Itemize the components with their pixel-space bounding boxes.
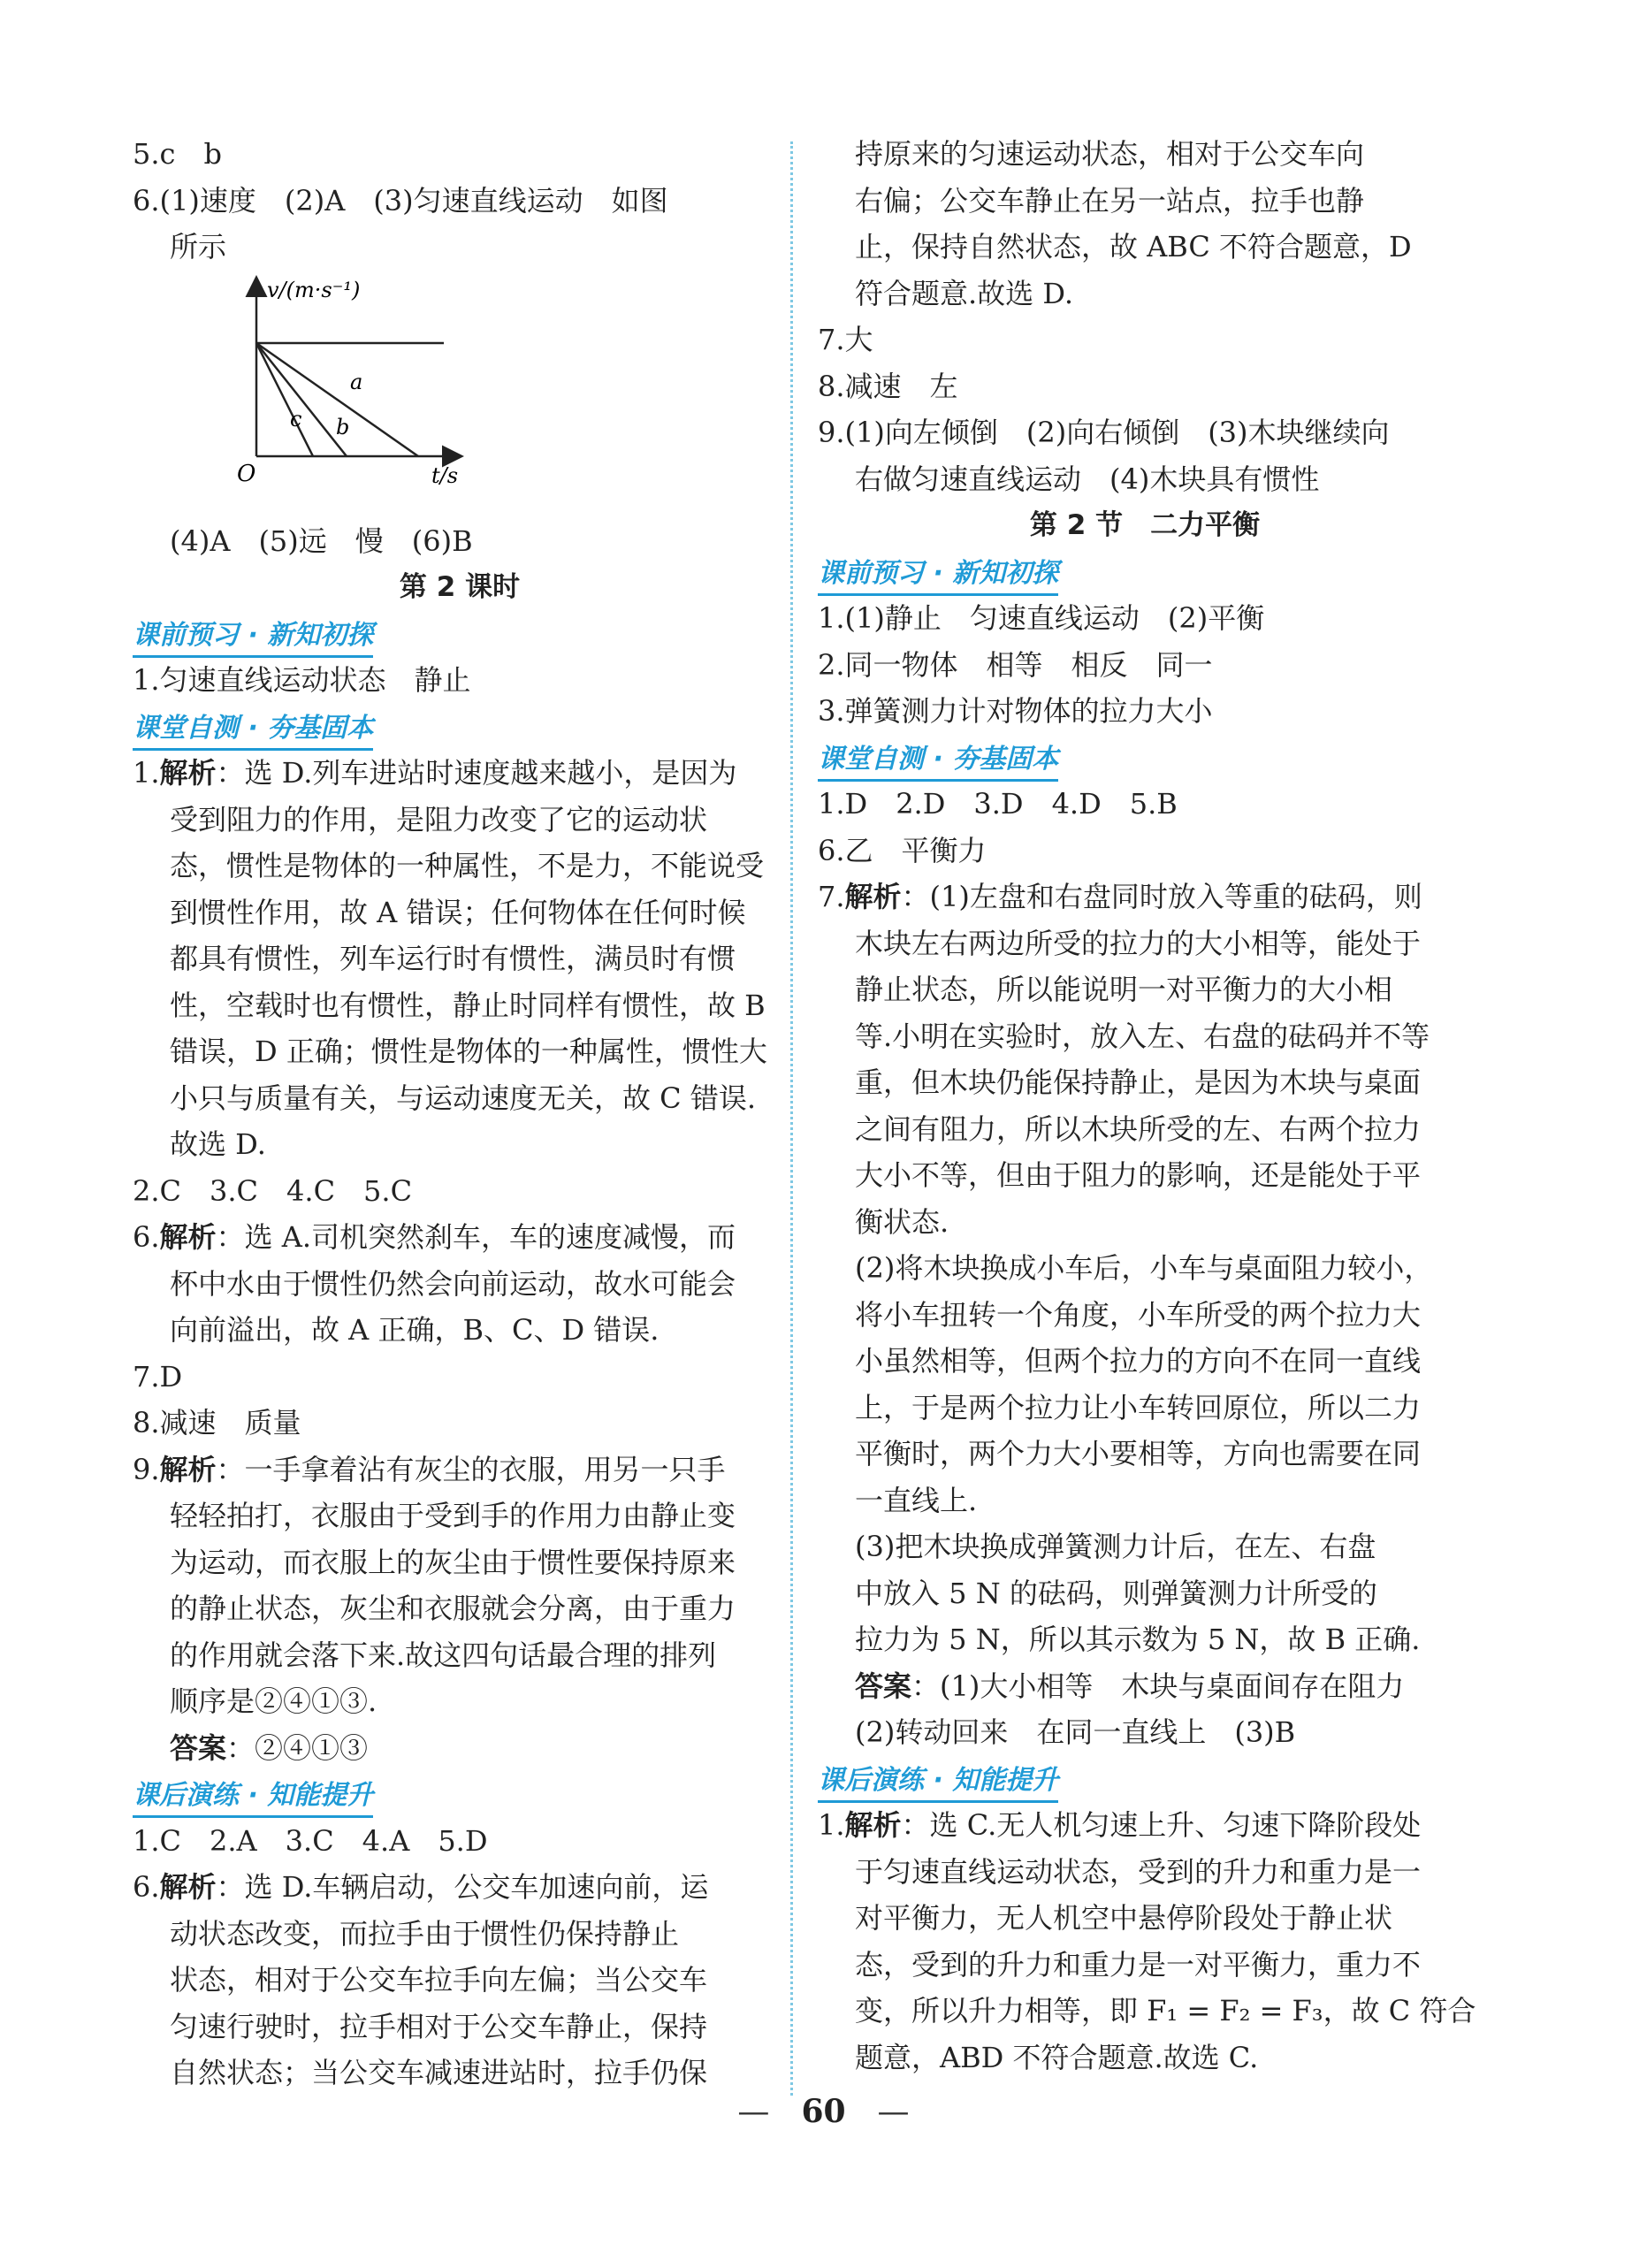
answer-line: (3)把木块换成弹簧测力计后，在左、右盘	[855, 1530, 1376, 1563]
answer-line: 衡状态.	[855, 1204, 949, 1239]
answer-line: 题意，ABD 不符合题意.故选 C.	[855, 2040, 1259, 2074]
analysis-label: 解析	[159, 756, 217, 790]
answer-line: 受到阻力的作用，是阻力改变了它的运动状	[170, 802, 708, 836]
answer-line: 1.D 2.D 3.D 4.D 5.B	[818, 787, 1178, 821]
answer-line: 向前溢出，故 A 正确，B、C、D 错误.	[170, 1313, 660, 1347]
section-heading: 课后演练 · 知能提升	[818, 1761, 1058, 1803]
answer-line: 2.同一物体 相等 相反 同一	[818, 647, 1213, 682]
answer-line: 匀速行驶时，拉手相对于公交车静止，保持	[170, 2009, 708, 2043]
line-c-label: c	[290, 406, 302, 431]
answer-line: 答案：②④①③	[170, 1730, 369, 1765]
answer-line: 重，但木块仍能保持静止，是因为木块与桌面	[855, 1065, 1422, 1099]
answer-line: 1.解析：选 C.无人机匀速上升、匀速下降阶段处	[818, 1808, 1422, 1842]
page-number: — 60 —	[737, 2093, 910, 2130]
answer-line: 1.(1)静止 匀速直线运动 (2)平衡	[818, 601, 1265, 635]
vt-graph-svg	[168, 271, 469, 518]
answer-line: 上，于是两个拉力让小车转回原位，所以二力	[855, 1390, 1422, 1424]
analysis-label: 解析	[844, 880, 902, 913]
answer-line: 的作用就会落下来.故这四句话最合理的排列	[170, 1638, 717, 1672]
analysis-label: 解析	[159, 1220, 217, 1254]
x-axis-label: t/s	[431, 462, 459, 488]
y-axis-label: v/(m·s⁻¹)	[267, 277, 361, 302]
right-column	[818, 131, 1476, 2081]
answer-line: 大小不等，但由于阻力的影响，还是能处于平	[855, 1158, 1422, 1192]
answer-line: 将小车扭转一个角度，小车所受的两个拉力大	[855, 1297, 1422, 1332]
line-a-label: a	[350, 369, 363, 394]
answer-line: (2)将木块换成小车后，小车与桌面阻力较小，	[855, 1251, 1433, 1285]
answer-line: 6.(1)速度 (2)A (3)匀速直线运动 如图	[133, 183, 668, 218]
answer-line: 对平衡力，无人机空中悬停阶段处于静止状	[855, 1901, 1393, 1935]
answer-line: (4)A (5)远 慢 (6)B	[170, 523, 473, 558]
answer-line: 性，空载时也有惯性，静止时同样有惯性，故 B	[170, 988, 766, 1022]
answer-line: 7.解析：(1)左盘和右盘同时放入等重的砝码，则	[818, 880, 1422, 913]
answer-line: 态，受到的升力和重力是一对平衡力，重力不	[855, 1947, 1422, 1982]
answer-line: 2.C 3.C 4.C 5.C	[133, 1173, 413, 1208]
answer-line: 8.减速 质量	[133, 1406, 301, 1439]
analysis-label: 解析	[159, 1870, 217, 1904]
answer-line: 木块左右两边所受的拉力的大小相等，能处于	[855, 926, 1422, 960]
line-b-label: b	[336, 414, 350, 439]
answer-line: 一直线上.	[855, 1483, 978, 1517]
answer-line: 6.解析：选 D.车辆启动，公交车加速向前，运	[133, 1870, 709, 1904]
answer-line: 1.解析：选 D.列车进站时速度越来越小，是因为	[133, 756, 737, 790]
answer-line: 1.C 2.A 3.C 4.A 5.D	[133, 1823, 488, 1858]
answer-line: 动状态改变，而拉手由于惯性仍保持静止	[170, 1916, 680, 1951]
answer-line: 状态，相对于公交车拉手向左偏；当公交车	[170, 1963, 708, 1997]
answer-line: (2)转动回来 在同一直线上 (3)B	[855, 1715, 1296, 1749]
answer-line: 之间有阻力，所以木块所受的左、右两个拉力	[855, 1111, 1422, 1146]
answer-line: 轻轻拍打，衣服由于受到手的作用力由静止变	[170, 1499, 736, 1532]
answer-line: 错误，D 正确；惯性是物体的一种属性，惯性大	[170, 1035, 767, 1068]
answer-line: 符合题意.故选 D.	[855, 276, 1074, 310]
answer-line: 持原来的匀速运动状态，相对于公交车向	[855, 137, 1365, 171]
answer-line: 等.小明在实验时，放入左、右盘的砝码并不等	[855, 1019, 1430, 1053]
answer-line: 都具有惯性，列车运行时有惯性，满员时有惯	[170, 942, 736, 975]
answer-line: 8.减速 左	[818, 369, 958, 403]
analysis-label: 解析	[159, 1452, 217, 1486]
answer-line: 6.乙 平衡力	[818, 833, 987, 867]
section-heading: 课前预习 · 新知初探	[133, 616, 373, 658]
answer-line: 右做匀速直线运动 (4)木块具有惯性	[855, 462, 1320, 496]
answer-line: 静止状态，所以能说明一对平衡力的大小相	[855, 973, 1393, 1006]
section-heading: 课堂自测 · 夯基固本	[133, 709, 373, 751]
answer-line: 所示	[170, 230, 227, 263]
answer-line: 1.匀速直线运动状态 静止	[133, 663, 471, 697]
answer-label: 答案	[170, 1730, 227, 1765]
section-heading: 课前预习 · 新知初探	[818, 554, 1058, 596]
answer-line: 为运动，而衣服上的灰尘由于惯性要保持原来	[170, 1545, 736, 1579]
answer-line: 中放入 5 N 的砝码，则弹簧测力计所受的	[855, 1576, 1377, 1610]
answer-line: 杯中水由于惯性仍然会向前运动，故水可能会	[170, 1266, 736, 1301]
answer-line: 的静止状态，灰尘和衣服就会分离，由于重力	[170, 1592, 736, 1625]
line-b	[256, 343, 350, 456]
answer-line: 拉力为 5 N，所以其示数为 5 N，故 B 正确.	[855, 1623, 1421, 1656]
answer-line: 平衡时，两个力大小要相等，方向也需要在同	[855, 1437, 1422, 1470]
left-column	[133, 131, 787, 2096]
column-divider	[790, 141, 793, 2096]
answer-line: 故选 D.	[170, 1127, 266, 1161]
answer-line: 9.解析：一手拿着沾有灰尘的衣服，用另一只手	[133, 1452, 726, 1486]
answer-label: 答案	[855, 1669, 912, 1703]
answer-line: 态，惯性是物体的一种属性，不是力，不能说受	[170, 849, 765, 882]
answer-line: 自然状态；当公交车减速进站时，拉手仍保	[170, 2056, 708, 2089]
answer-line: 变，所以升力相等，即 F₁ = F₂ = F₃，故 C 符合	[855, 1994, 1476, 2027]
lesson-title: 第 2 课时	[399, 571, 521, 603]
answer-line: 7.大	[818, 323, 873, 356]
answer-line: 答案：(1)大小相等 木块与桌面间存在阻力	[855, 1669, 1405, 1703]
answer-line: 7.D	[133, 1359, 183, 1394]
analysis-label: 解析	[844, 1808, 902, 1842]
section-heading: 课后演练 · 知能提升	[133, 1776, 373, 1818]
answer-line: 止，保持自然状态，故 ABC 不符合题意，D	[855, 230, 1412, 263]
answer-line: 小只与质量有关，与运动速度无关，故 C 错误.	[170, 1081, 757, 1115]
velocity-time-graph	[168, 271, 787, 518]
answer-line: 6.解析：选 A.司机突然刹车，车的速度减慢，而	[133, 1220, 736, 1254]
answer-line: 9.(1)向左倾倒 (2)向右倾倒 (3)木块继续向	[818, 416, 1390, 449]
answer-line: 顺序是②④①③.	[170, 1684, 377, 1718]
answer-line: 右偏；公交车静止在另一站点，拉手也静	[855, 183, 1365, 218]
origin-label: O	[237, 460, 256, 487]
answer-line: 于匀速直线运动状态，受到的升力和重力是一	[855, 1854, 1422, 1889]
answer-line: 5.c b	[133, 137, 222, 171]
line-c	[256, 343, 313, 456]
section-heading: 课堂自测 · 夯基固本	[818, 740, 1058, 782]
answer-line: 3.弹簧测力计对物体的拉力大小	[818, 694, 1213, 728]
answer-line: 到惯性作用，故 A 错误；任何物体在任何时候	[170, 895, 746, 929]
section-title: 第 2 节 二力平衡	[1029, 509, 1261, 541]
answer-line: 小虽然相等，但两个拉力的方向不在同一直线	[855, 1344, 1422, 1378]
